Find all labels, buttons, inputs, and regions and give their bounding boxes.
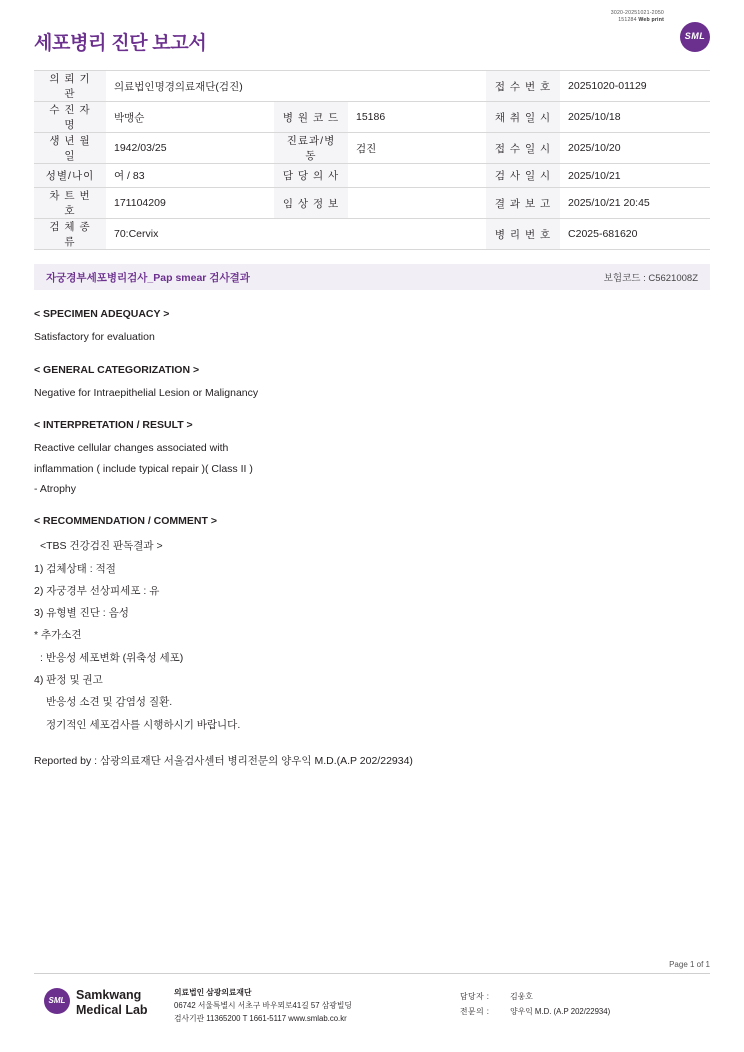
- label-received-date: 접 수 일 시: [486, 133, 560, 164]
- label-clinical-info: 임 상 정 보: [274, 188, 348, 219]
- value-chart-no: 171104209: [106, 188, 274, 219]
- value-accession-no: 20251020-01129: [560, 71, 710, 102]
- test-title-band: [34, 264, 710, 290]
- footer-specialist-value: 양우익 M.D. (A.P 202/22934): [510, 1007, 611, 1017]
- recommendation-line-5: * 추가소견: [34, 629, 82, 642]
- document-footer: [34, 960, 710, 1026]
- general-categorization-heading: < GENERAL CATEGORIZATION >: [34, 363, 200, 376]
- recommendation-line-1: <TBS 건강검진 판독결과 >: [40, 540, 163, 553]
- specimen-adequacy-text: Satisfactory for evaluation: [34, 331, 155, 344]
- footer-logo-text: SML: [48, 996, 66, 1006]
- report-body: [34, 306, 710, 769]
- header-meta-id: 151284: [618, 17, 637, 24]
- table-row: [34, 102, 710, 133]
- value-specimen-type: 70:Cervix: [106, 219, 486, 250]
- footer-staff-label: 담당자 :: [460, 992, 490, 1002]
- recommendation-line-4: 3) 유형별 진단 : 음성: [34, 607, 129, 620]
- footer-address: [166, 984, 460, 1026]
- label-sex-age: 성별/나이: [34, 164, 106, 188]
- recommendation-heading: < RECOMMENDATION / COMMENT >: [34, 515, 217, 528]
- label-accession-no: 접 수 번 호: [486, 71, 560, 102]
- reported-by: Reported by : 삼광의료재단 서울검사센터 병리전문의 양우익 M.D.(A.P 202/22934): [34, 754, 413, 767]
- label-department: 진료과/병동: [274, 133, 348, 164]
- label-specimen-type: 검 체 종 류: [34, 219, 106, 250]
- footer-signatures: [460, 984, 710, 1020]
- value-collection-date: 2025/10/18: [560, 102, 710, 133]
- table-row: [34, 188, 710, 219]
- value-received-date: 2025/10/20: [560, 133, 710, 164]
- header-meta: [611, 10, 664, 24]
- footer-brand-line-2: Medical Lab: [76, 1002, 148, 1017]
- value-exam-date: 2025/10/21: [560, 164, 710, 188]
- value-report-date: 2025/10/21 20:45: [560, 188, 710, 219]
- label-report-date: 결 과 보 고: [486, 188, 560, 219]
- specimen-adequacy-heading: < SPECIMEN ADEQUACY >: [34, 308, 170, 320]
- header-meta-webprint: Web print: [638, 17, 664, 24]
- value-pathology-no: C2025-681620: [560, 219, 710, 250]
- table-row: [34, 164, 710, 188]
- footer-logo: [34, 984, 166, 1017]
- insurance-code: 보험코드 : C5621008Z: [603, 273, 698, 284]
- footer-divider: [34, 973, 710, 974]
- footer-address-line-1: 의료법인 삼광의료재단: [174, 988, 252, 998]
- document-header: [34, 0, 710, 62]
- value-institution: 의료법인명경의료재단(검진): [106, 71, 486, 102]
- label-chart-no: 차 트 번 호: [34, 188, 106, 219]
- label-collection-date: 채 취 일 시: [486, 102, 560, 133]
- footer-specialist-label: 전문의 :: [460, 1007, 490, 1017]
- recommendation-line-2: 1) 검체상태 : 적절: [34, 562, 116, 575]
- footer-staff-value: 김웅호: [510, 992, 533, 1002]
- header-meta-number: [611, 17, 664, 24]
- footer-specialist-row: [460, 1005, 710, 1020]
- recommendation-line-8: 반응성 소견 및 감염성 질환.: [46, 696, 173, 709]
- footer-address-line-3: 검사기관 11365200 T 1661-5117 www.smlab.co.kr: [174, 1014, 347, 1024]
- page-title: 세포병리 진단 보고서: [34, 33, 207, 54]
- label-birthdate: 생 년 월 일: [34, 133, 106, 164]
- label-doctor: 담 당 의 사: [274, 164, 348, 188]
- table-row: [34, 133, 710, 164]
- footer-staff-row: [460, 990, 710, 1005]
- patient-info-table: [34, 70, 710, 250]
- label-hospital-code: 병 원 코 드: [274, 102, 348, 133]
- table-row: [34, 71, 710, 102]
- page-number: Page 1 of 1: [669, 960, 710, 970]
- sml-logo-icon: [668, 22, 710, 52]
- interpretation-line-3: - Atrophy: [34, 482, 77, 495]
- general-categorization-text: Negative for Intraepithelial Lesion or Malignancy: [34, 386, 259, 399]
- value-patient-name: 박맹순: [106, 102, 274, 133]
- interpretation-line-2: inflammation ( include typical repair )( Class II ): [34, 462, 253, 475]
- value-hospital-code: 15186: [348, 102, 486, 133]
- label-pathology-no: 병 리 번 호: [486, 219, 560, 250]
- value-birthdate: 1942/03/25: [106, 133, 274, 164]
- test-name: 자궁경부세포병리검사_Pap smear 검사결과: [46, 271, 250, 284]
- interpretation-line-1: Reactive cellular changes associated with: [34, 442, 229, 455]
- label-patient-name: 수 진 자 명: [34, 102, 106, 133]
- header-meta-serial: 3020-20251021-2050: [610, 10, 664, 16]
- recommendation-line-3: 2) 자궁경부 선상피세포 : 유: [34, 584, 160, 597]
- recommendation-line-7: 4) 판정 및 권고: [34, 673, 103, 686]
- label-institution: 의 뢰 기 관: [34, 71, 106, 102]
- interpretation-heading: < INTERPRETATION / RESULT >: [34, 419, 193, 432]
- value-department: 검진: [348, 133, 486, 164]
- recommendation-line-6: : 반응성 세포변화 (위축성 세포): [40, 651, 184, 664]
- recommendation-line-9: 정기적인 세포검사를 시행하시기 바랍니다.: [46, 718, 241, 731]
- value-clinical-info: [348, 188, 486, 219]
- label-exam-date: 검 사 일 시: [486, 164, 560, 188]
- sml-logo-text: SML: [684, 31, 706, 41]
- table-row: [34, 219, 710, 250]
- value-doctor: [348, 164, 486, 188]
- recommendation-block: [34, 538, 710, 732]
- footer-brand-line-1: Samkwang: [76, 988, 142, 1003]
- value-sex-age: 여 / 83: [106, 164, 274, 188]
- footer-address-line-2: 06742 서울특별시 서초구 바우뫼로41길 57 삼광빌딩: [174, 1001, 352, 1011]
